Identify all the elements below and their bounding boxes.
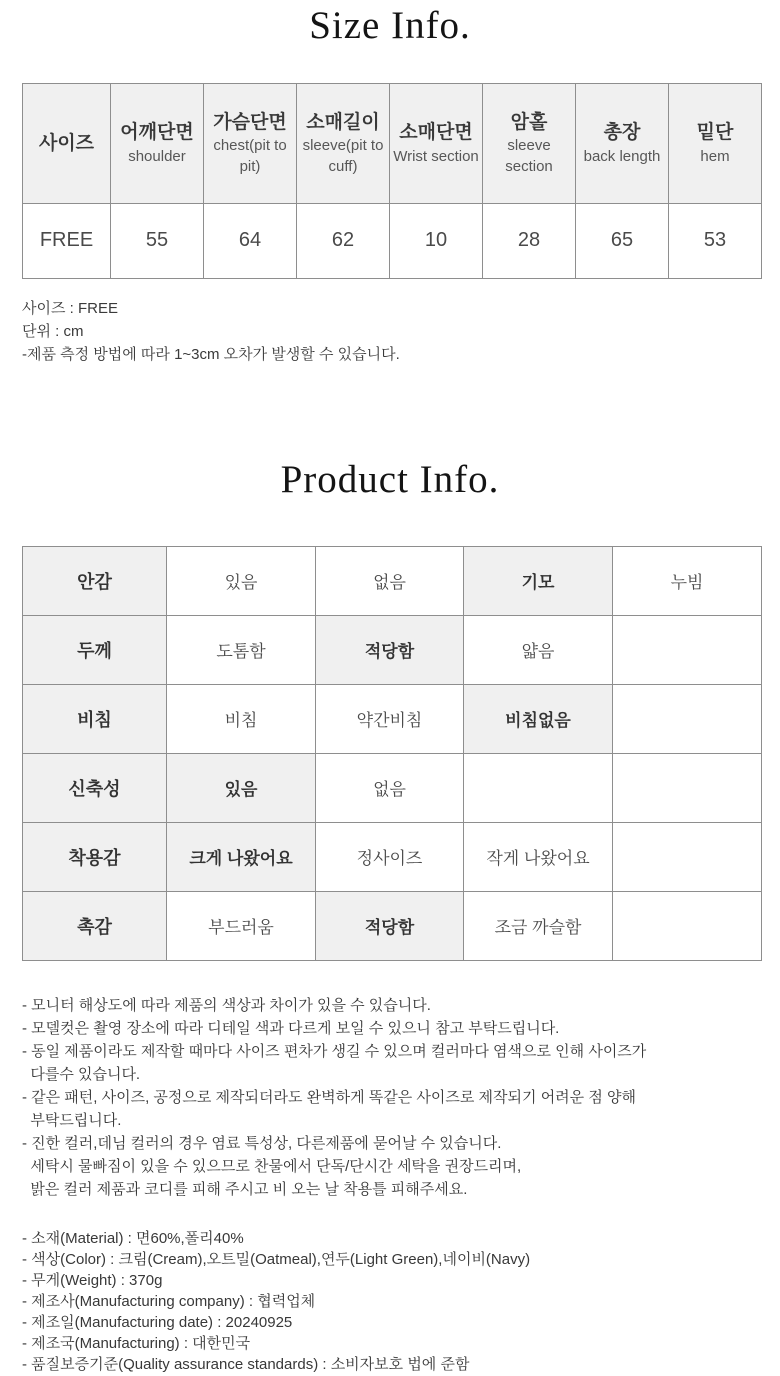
disclaimer-line: 부탁드립니다. <box>22 1111 122 1129</box>
product-label-cell: 촉감 <box>23 891 167 960</box>
product-label-cell: 신축성 <box>23 753 167 822</box>
disclaimer-line: - 모델컷은 촬영 장소에 따라 디테일 색과 다르게 보일 수 있으니 참고 부탁드립니다. <box>22 1019 560 1037</box>
size-table-header-cell-2 <box>204 83 297 203</box>
product-label-cell: 두께 <box>23 615 167 684</box>
product-option-cell: 약간비침 <box>316 684 464 753</box>
disclaimer-line: 밝은 컬러 제품과 코디를 피해 주시고 비 오는 날 착용틀 피해주세요. <box>22 1180 468 1198</box>
size-notes <box>22 297 780 366</box>
size-header-korean-label: 총장 <box>603 121 641 143</box>
material-line: - 색상(Color) : 크림(Cream),오트밀(Oatmeal),연두(Light Green),네이비(Navy) <box>22 1250 531 1268</box>
size-table-value-row <box>23 203 762 278</box>
product-info-table <box>22 546 762 961</box>
disclaimer-line: - 진한 컬러,데님 컬러의 경우 염료 특성상, 다른제품에 묻어날 수 있습니다. <box>22 1134 502 1152</box>
size-table-value-cell-4: 10 <box>390 203 483 278</box>
size-note-line: -제품 측정 방법에 따라 1~3cm 오차가 발생할 수 있습니다. <box>22 345 400 363</box>
size-header-korean-label: 소매길이 <box>306 111 380 133</box>
product-option-cell: 도톰함 <box>167 615 316 684</box>
product-option-cell: 비침없음 <box>464 684 613 753</box>
size-table-header-cell-1 <box>111 83 204 203</box>
size-table-value-cell-0: FREE <box>23 203 111 278</box>
size-header-english-label: Wrist section <box>393 147 479 165</box>
size-table-value-cell-2: 64 <box>204 203 297 278</box>
size-table <box>22 83 762 279</box>
disclaimer-line: 세탁시 물빠짐이 있을 수 있으므로 찬물에서 단독/단시간 세탁을 권장드리며, <box>22 1157 522 1175</box>
product-option-cell: 있음 <box>167 546 316 615</box>
product-table-row-신축성 <box>23 753 762 822</box>
size-info-title: Size Info. <box>309 4 471 47</box>
product-option-cell: 작게 나왔어요 <box>464 822 613 891</box>
disclaimer-line: - 모니터 해상도에 따라 제품의 색상과 차이가 있을 수 있습니다. <box>22 996 431 1014</box>
material-line: - 제조일(Manufacturing date) : 20240925 <box>22 1313 293 1331</box>
size-table-value-cell-7: 53 <box>669 203 762 278</box>
product-label-cell: 안감 <box>23 546 167 615</box>
product-option-cell: 없음 <box>316 546 464 615</box>
disclaimer-notes <box>22 994 780 1201</box>
size-header-korean-label: 소매단면 <box>399 121 473 143</box>
product-table-row-비침 <box>23 684 762 753</box>
material-line: - 제조사(Manufacturing company) : 협력업체 <box>22 1292 316 1310</box>
product-option-cell <box>613 822 762 891</box>
disclaimer-line: - 같은 패턴, 사이즈, 공정으로 제작되더라도 완벽하게 똑같은 사이즈로 제작되기 어려운 점 양해 <box>22 1088 636 1106</box>
product-option-cell <box>613 753 762 822</box>
size-header-english-label: sleeve(pit to cuff) <box>302 137 384 175</box>
size-table-header-cell-4 <box>390 83 483 203</box>
size-header-english-label: chest(pit to pit) <box>213 137 287 175</box>
size-header-korean-label: 밑단 <box>696 121 734 143</box>
size-table-value-cell-5: 28 <box>483 203 576 278</box>
disclaimer-line: - 동일 제품이라도 제작할 때마다 사이즈 편차가 생길 수 있으며 컬러마다 염색으로 인해 사이즈가 <box>22 1042 647 1060</box>
size-table-header-cell-6 <box>576 83 669 203</box>
product-option-cell: 없음 <box>316 753 464 822</box>
product-option-cell: 누빔 <box>613 546 762 615</box>
disclaimer-line: 다를수 있습니다. <box>22 1065 141 1083</box>
product-option-cell: 크게 나왔어요 <box>167 822 316 891</box>
product-option-cell <box>613 684 762 753</box>
product-table-row-안감 <box>23 546 762 615</box>
size-table-header-cell-7 <box>669 83 762 203</box>
product-option-cell: 기모 <box>464 546 613 615</box>
size-table-header-row <box>23 83 762 203</box>
product-option-cell: 부드러움 <box>167 891 316 960</box>
size-table-value-cell-3: 62 <box>297 203 390 278</box>
product-option-cell <box>613 891 762 960</box>
material-notes <box>22 1228 780 1375</box>
product-option-cell: 정사이즈 <box>316 822 464 891</box>
product-option-cell: 비침 <box>167 684 316 753</box>
size-header-english-label: back length <box>583 147 661 165</box>
size-note-line: 단위 : cm <box>22 322 84 340</box>
size-table-value-cell-6: 65 <box>576 203 669 278</box>
size-table-header-cell-5 <box>483 83 576 203</box>
size-header-korean-label: 사이즈 <box>38 132 95 154</box>
product-table-row-착용감 <box>23 822 762 891</box>
product-option-cell: 적당함 <box>316 891 464 960</box>
material-line: - 제조국(Manufacturing) : 대한민국 <box>22 1334 251 1352</box>
product-table-row-촉감 <box>23 891 762 960</box>
product-label-cell: 착용감 <box>23 822 167 891</box>
size-note-line: 사이즈 : FREE <box>22 299 118 317</box>
size-header-english-label: hem <box>700 147 730 165</box>
product-label-cell: 비침 <box>23 684 167 753</box>
product-option-cell: 적당함 <box>316 615 464 684</box>
size-header-english-label: sleeve section <box>505 137 553 175</box>
size-header-english-label: shoulder <box>128 147 186 165</box>
product-option-cell <box>464 753 613 822</box>
product-option-cell: 얇음 <box>464 615 613 684</box>
product-table-body <box>23 546 762 960</box>
material-line: - 무게(Weight) : 370g <box>22 1271 163 1289</box>
product-info-title: Product Info. <box>280 457 500 501</box>
product-option-cell: 있음 <box>167 753 316 822</box>
size-header-korean-label: 어깨단면 <box>120 121 194 143</box>
size-table-header-cell-3 <box>297 83 390 203</box>
material-line: - 품질보증기준(Quality assurance standards) : 소비자보호 법에 준함 <box>22 1355 470 1373</box>
product-option-cell <box>613 615 762 684</box>
size-header-korean-label: 가슴단면 <box>213 111 287 133</box>
size-header-korean-label: 암홀 <box>510 111 548 133</box>
product-table-row-두께 <box>23 615 762 684</box>
size-table-header-cell-0 <box>23 83 111 203</box>
material-line: - 소재(Material) : 면60%,폴리40% <box>22 1229 244 1247</box>
size-table-value-cell-1: 55 <box>111 203 204 278</box>
product-option-cell: 조금 까슬함 <box>464 891 613 960</box>
